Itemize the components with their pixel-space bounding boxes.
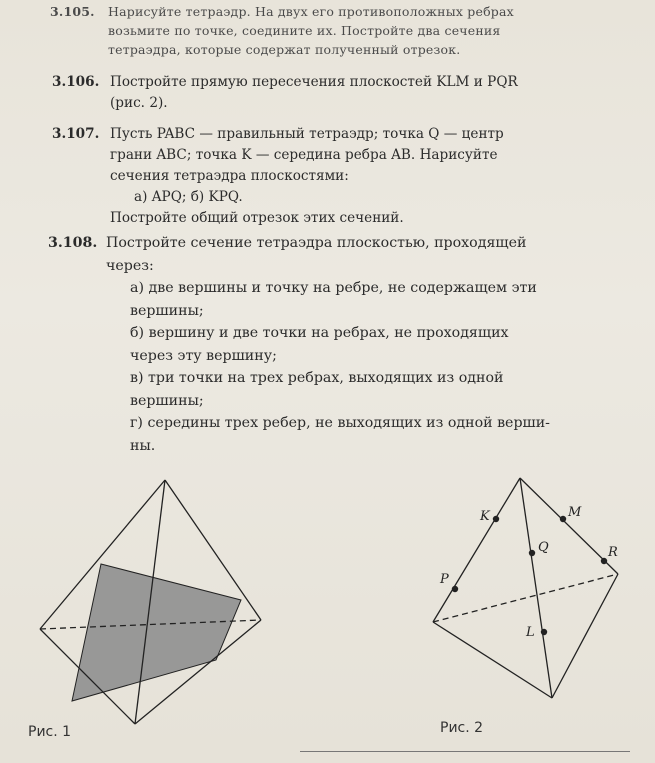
label-q: Q: [538, 540, 549, 555]
problem-text-line: Постройте сечение тетраэдра плоскостью, проходящей: [106, 235, 527, 251]
label-k: K: [480, 509, 490, 524]
problem-text-line: возьмите по точке, соедините их. Постройте два сечения: [108, 23, 501, 38]
problem-text-line: через:: [106, 257, 154, 274]
figure-1-tetrahedron: [40, 480, 261, 724]
problem-text-line: тетраэдра, которые содержат полученный отрезок.: [108, 42, 461, 57]
bottom-rule: [300, 751, 630, 752]
problem-number: 3.107.: [52, 126, 100, 142]
point-l: [541, 629, 547, 635]
problem-text-line: через эту вершину;: [130, 347, 277, 364]
problem-text-line: грани ABC; точка K — середина ребра AB. Нарисуйте: [110, 147, 498, 163]
problem-text-line: Постройте общий отрезок этих сечений.: [110, 210, 404, 226]
figure-2-points: [452, 516, 607, 635]
point-k: [493, 516, 499, 522]
problem-text-line: а) APQ; б) KPQ.: [134, 189, 243, 205]
point-q: [529, 550, 535, 556]
edge: [552, 574, 618, 698]
problem-text-line: вершины;: [130, 302, 204, 319]
problem-number: 3.106.: [52, 74, 100, 90]
problem-text-line: Нарисуйте тетраэдр. На двух его противоположных ребрах: [108, 4, 514, 19]
problem-text-line: в) три точки на трех ребрах, выходящих из одной: [130, 370, 504, 386]
problem-text-line: Постройте прямую пересечения плоскостей KLM и PQR: [110, 74, 518, 90]
label-m: M: [568, 505, 582, 520]
figure-2-tetrahedron: [433, 478, 618, 698]
edge: [520, 478, 552, 698]
point-p: [452, 586, 458, 592]
label-r: R: [608, 545, 618, 560]
point-m: [560, 516, 566, 522]
point-r: [601, 558, 607, 564]
section-polygon: [72, 564, 241, 701]
label-p: P: [440, 572, 449, 587]
problem-number: 3.108.: [48, 235, 98, 251]
problem-text-line: а) две вершины и точку на ребре, не содержащем эти: [130, 280, 537, 296]
label-l: L: [526, 625, 535, 640]
problem-text-line: б) вершину и две точки на ребрах, не проходящих: [130, 325, 509, 341]
figure-2-caption: Рис. 2: [440, 720, 484, 736]
problem-text-line: вершины;: [130, 392, 204, 409]
problem-number: 3.105.: [50, 4, 95, 19]
figure-2-labels: [439, 505, 618, 640]
problem-text-line: (рис. 2).: [110, 95, 168, 111]
problem-text-line: Пусть PABC — правильный тетраэдр; точка Q — центр: [110, 126, 504, 142]
problem-text-line: сечения тетраэдра плоскостями:: [110, 168, 349, 184]
problem-text-line: ны.: [130, 437, 156, 454]
hidden-edge: [433, 574, 618, 622]
edge: [433, 478, 520, 622]
figure-1-caption: Рис. 1: [28, 724, 72, 740]
problem-text-line: г) середины трех ребер, не выходящих из одной верши-: [130, 415, 550, 431]
